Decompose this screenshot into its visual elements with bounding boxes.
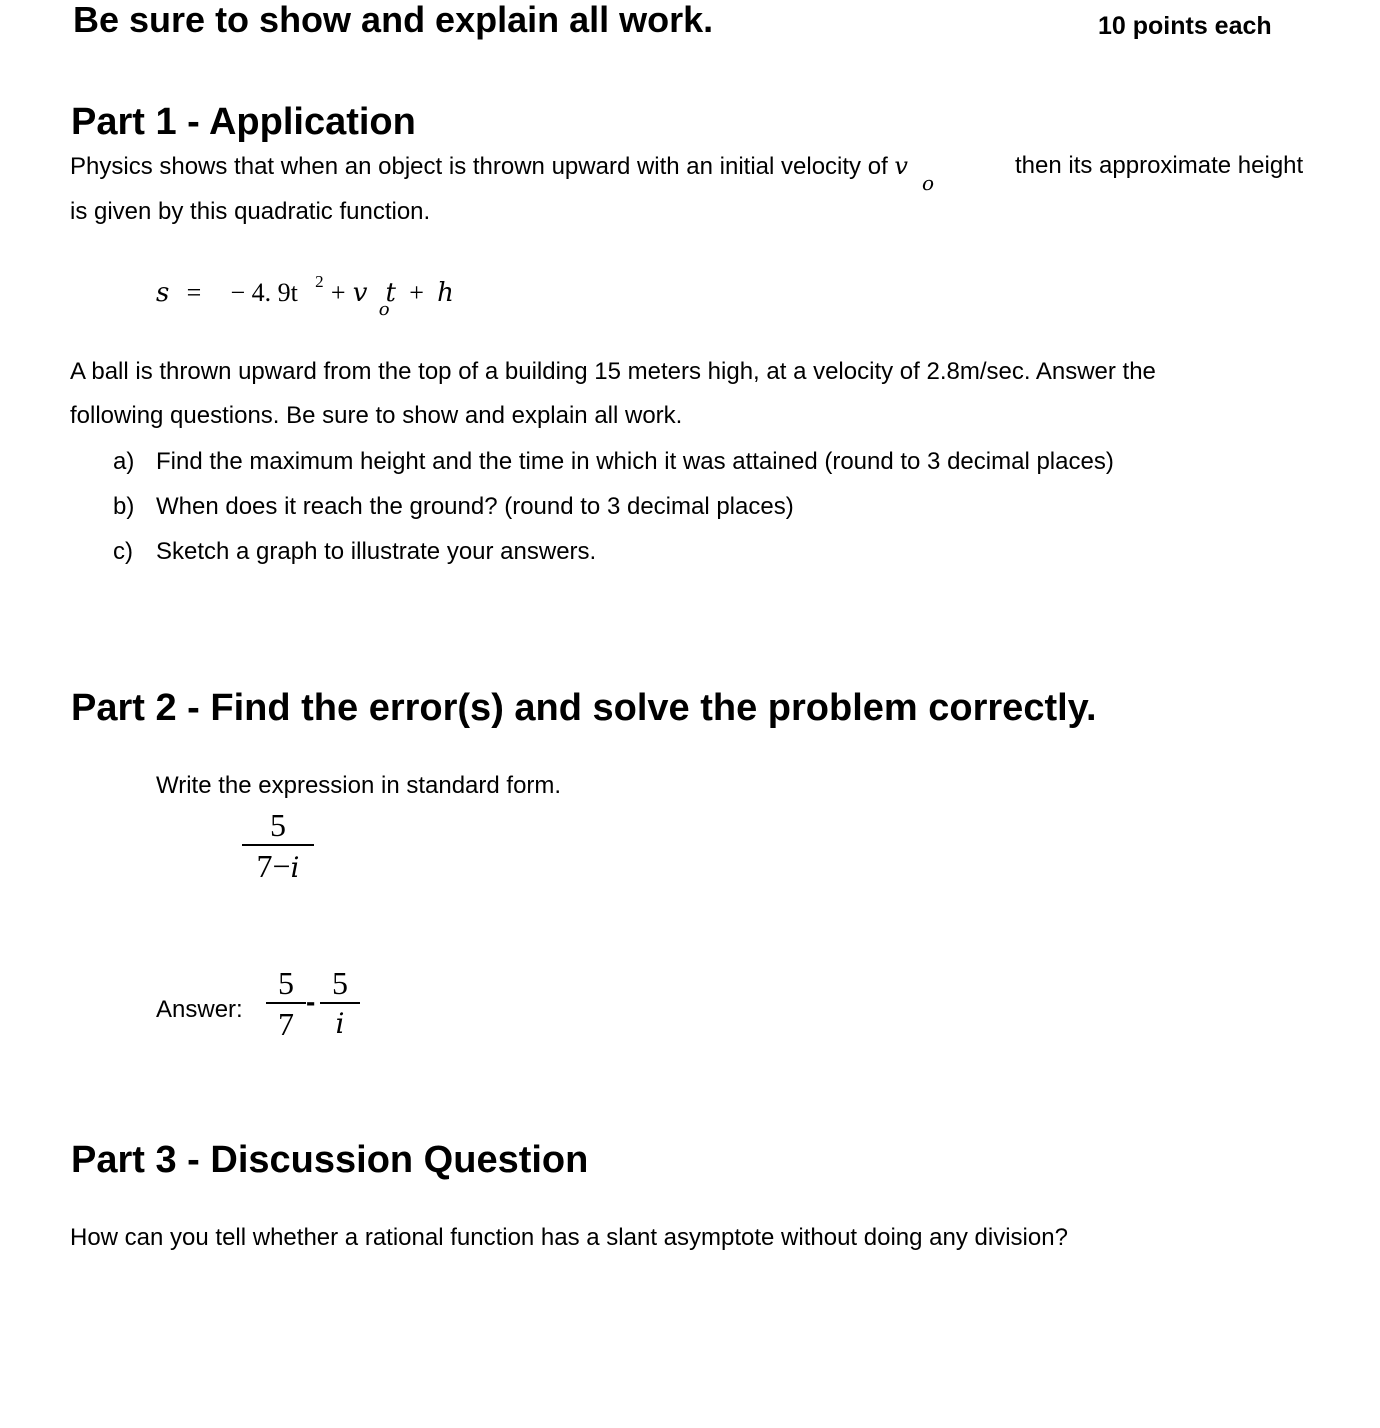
eq-h: h [437,278,454,308]
points-label: 10 points each [1098,12,1272,40]
question-a [113,447,1114,477]
part2-prompt: Write the expression in standard form. [156,772,562,799]
denominator: i [320,1002,360,1044]
question-c [113,537,597,567]
eq-plus: + [409,278,424,307]
numerator: 5 [278,965,294,1001]
part1-intro-line2: is given by this quadratic function. [70,198,431,225]
part1-intro-line1 [70,151,935,195]
question-b [113,492,794,522]
part2-title: Part 2 - Find the error(s) and solve the problem correctly. [71,687,1097,729]
numerator: 5 [332,965,348,1001]
den-i: i [290,851,300,884]
eq-term1: − 4. 9t [230,278,298,307]
answer-operator: - [306,986,316,1017]
den-part: 7− [256,848,291,884]
eq-sub: o [378,299,390,320]
denominator: 7 [266,1002,306,1044]
answer-fraction-2 [320,964,360,1044]
intro-var: v [894,152,908,180]
eq-equals: = [186,278,202,307]
eq-lhs: s [156,278,170,308]
question-label: c) [113,538,133,565]
eq-exponent: 2 [315,272,324,291]
intro-text-a: Physics shows that when an object is thrown upward with an initial velocity of [70,153,888,180]
height-equation [156,272,454,320]
intro-text-b: then its approximate height [1015,152,1304,179]
eq-t: t [385,278,396,308]
question-label: a) [113,448,135,475]
part1-title: Part 1 - Application [71,101,416,143]
question-text: Find the maximum height and the time in which it was attained (round to 3 decimal places) [156,448,1114,475]
instruction-heading: Be sure to show and explain all work. [73,0,714,40]
answer-label: Answer: [156,996,243,1023]
eq-plus: + [330,278,346,307]
part3-title: Part 3 - Discussion Question [71,1139,589,1181]
answer-fraction-1 [266,964,306,1044]
question-text: Sketch a graph to illustrate your answers. [156,538,597,565]
intro-sub: o [921,171,935,195]
question-text: When does it reach the ground? (round to 3 decimal places) [156,493,794,520]
problem-line2: following questions. Be sure to show and explain all work. [70,402,683,429]
question-label: b) [113,493,135,520]
part3-question: How can you tell whether a rational function has a slant asymptote without doing any division? [70,1224,1068,1251]
problem-line1: A ball is thrown upward from the top of a building 15 meters high, at a velocity of 2.8m/sec. Answer the [70,358,1156,385]
expression-fraction [242,806,314,888]
numerator: 5 [270,807,286,843]
denominator [242,844,314,888]
eq-v: v [352,278,368,308]
